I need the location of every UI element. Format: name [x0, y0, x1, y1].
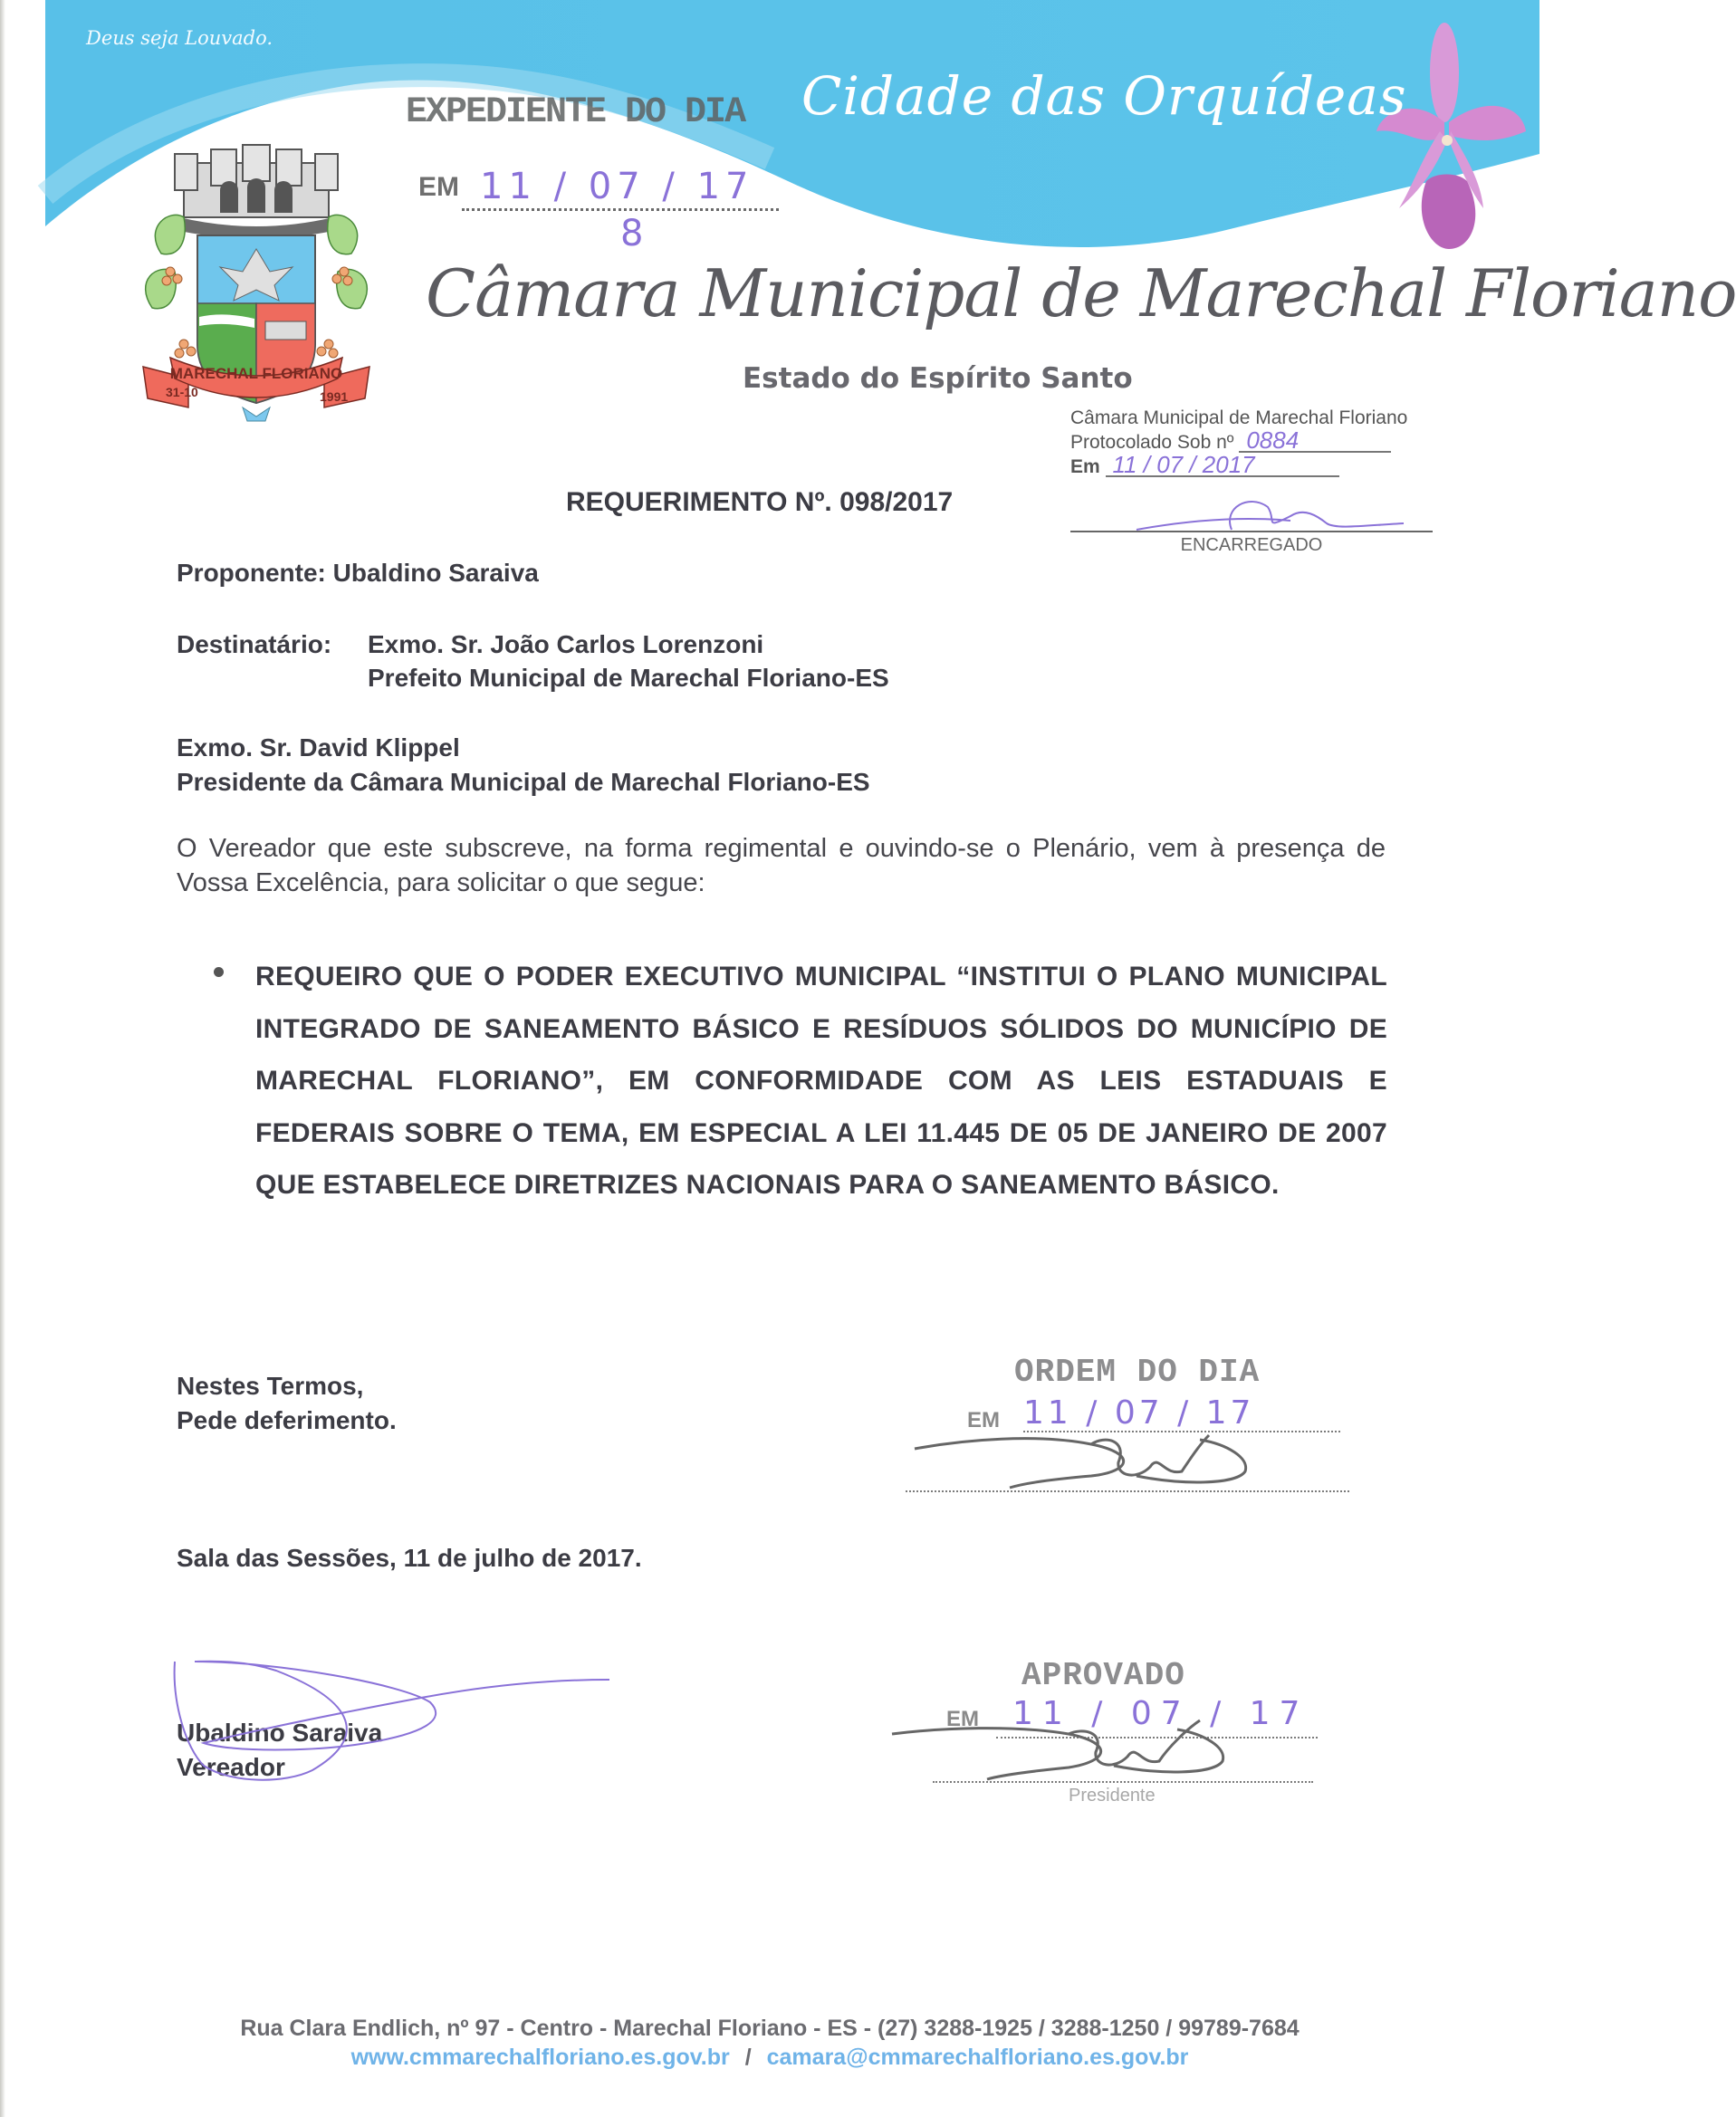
state-subtitle: Estado do Espírito Santo [743, 362, 1133, 395]
cc-role: Presidente da Câmara Municipal de Marechal Floriano-ES [177, 768, 870, 796]
aprovado-stamp-date: 11 / 07 / 17 [1012, 1695, 1309, 1732]
cc-name: Exmo. Sr. David Klippel [177, 733, 460, 762]
footer-separator: / [744, 2045, 752, 2070]
expediente-stamp-mark: 8 [620, 213, 644, 254]
aprovado-stamp-footer: Presidente [1069, 1786, 1156, 1806]
footer-address: Rua Clara Endlich, nº 97 - Centro - Marechal Floriano - ES - (27) 3288-1925 / 3288-1250 / 99789-7684 [240, 2016, 1300, 2041]
protocol-number-label: Protocolado Sob nº [1070, 432, 1234, 453]
footer-website-link[interactable]: www.cmmarechalfloriano.es.gov.br [350, 2045, 730, 2070]
municipal-crest [134, 145, 379, 426]
expediente-stamp-line [462, 208, 779, 211]
ordem-do-dia-signature [910, 1426, 1327, 1494]
intro-paragraph: O Vereador que este subscreve, na forma regimental e ouvindo-se o Plenário, vem à presença de Vossa Excelência, para solicitar o que segue: [177, 834, 1386, 897]
aprovado-stamp-prefix: EM [946, 1707, 979, 1731]
ordem-do-dia-stamp-prefix: EM [967, 1408, 1000, 1432]
recipient-role: Prefeito Municipal de Marechal Floriano-ES [368, 664, 889, 692]
ordem-do-dia-stamp-date: 11 / 07 / 17 [1023, 1394, 1255, 1432]
aprovado-signature [887, 1720, 1304, 1788]
place-and-date: Sala das Sessões, 11 de julho de 2017. [177, 1544, 642, 1572]
protocol-date: 11 / 07 / 2017 [1106, 454, 1339, 477]
signer-role: Vereador [177, 1753, 285, 1781]
recipient-label: Destinatário: [177, 630, 332, 658]
crest-ribbon-text: MARECHAL FLORIANO [169, 365, 343, 382]
footer-email-link[interactable]: camara@cmmarechalfloriano.es.gov.br [766, 2045, 1189, 2070]
protocol-footer: ENCARREGADO [1070, 531, 1433, 556]
expediente-stamp-title: EXPEDIENTE DO DIA [406, 92, 745, 133]
motto: Deus seja Louvado. [86, 27, 273, 49]
request-item: REQUEIRO QUE O PODER EXECUTIVO MUNICIPAL “INSTITUI O PLANO MUNICIPAL INTEGRADO DE SANEAMENTO BÁSICO E RESÍDUOS SÓLIDOS DO MUNICÍPIO DE MARECHAL FLORIANO”, EM CONFORMIDADE COM AS LEIS ESTADUAIS E FEDERAIS SOBRE O TEMA, EM ESPECIAL A LEI 11.445 DE 05 DE JANEIRO DE 2007 QUE ESTABELECE DIRETRIZES NACIONAIS PARA O SANEAMENTO BÁSICO. [255, 962, 1387, 1201]
protocol-institution: Câmara Municipal de Marechal Floriano [1070, 407, 1408, 428]
ordem-do-dia-stamp-title: ORDEM DO DIA [1014, 1354, 1261, 1391]
bullet-icon [214, 967, 224, 977]
protocol-signature [1132, 489, 1422, 543]
crest-left-date: 31-10 [166, 385, 198, 399]
closing-line-1: Nestes Termos, [177, 1372, 364, 1400]
proponent: Proponente: Ubaldino Saraiva [177, 559, 539, 587]
signer-name: Ubaldino Saraiva [177, 1719, 383, 1747]
scan-edge [0, 0, 36, 2117]
ribbon [143, 358, 369, 421]
recipient-name: Exmo. Sr. João Carlos Lorenzoni [368, 630, 764, 658]
signer-signature [168, 1648, 611, 1784]
expediente-stamp-prefix: EM [418, 172, 459, 202]
protocol-number: 0884 [1239, 429, 1391, 453]
footer-contacts [0, 2045, 1539, 2071]
aprovado-stamp-title: APROVADO [1021, 1657, 1185, 1694]
protocol-date-label: Em [1070, 456, 1100, 477]
expediente-stamp-date: 11 / 07 / 17 [480, 166, 754, 207]
crest-right-year: 1991 [320, 389, 349, 404]
city-slogan: Cidade das Orquídeas [801, 65, 1407, 127]
crown-icon [175, 145, 338, 239]
institution-title: Câmara Municipal de Marechal Floriano [426, 255, 1736, 331]
document-title: REQUERIMENTO Nº. 098/2017 [566, 487, 954, 517]
closing-line-2: Pede deferimento. [177, 1406, 397, 1434]
